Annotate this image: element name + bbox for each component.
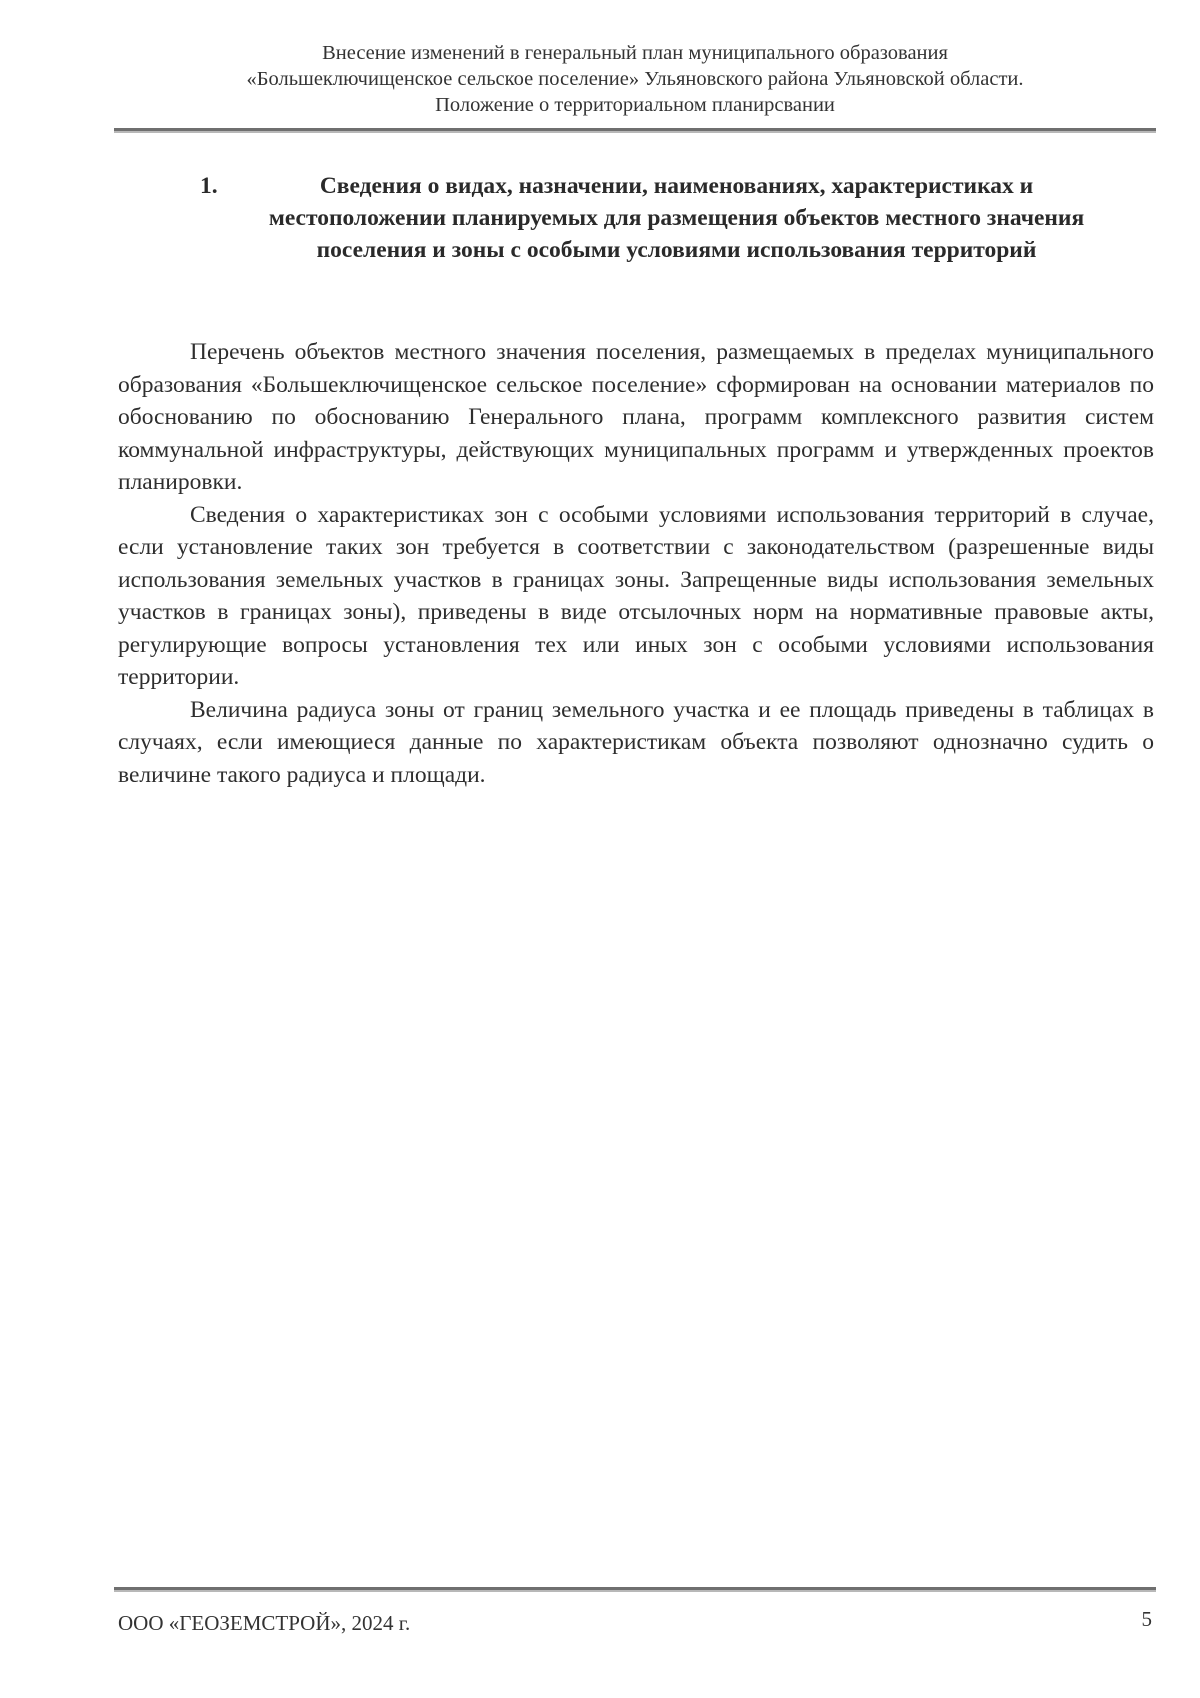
paragraph: Величина радиуса зоны от границ земельного участка и ее площадь приведены в таблицах в случаях, если имеющиеся данные по характеристикам объекта позволяют однозначно судить о величине такого радиуса и площади. (118, 696, 1154, 788)
footer-divider (114, 1587, 1156, 1592)
header-divider (114, 128, 1156, 133)
body-text (118, 336, 1154, 791)
section-heading (200, 170, 1116, 266)
page-number: 5 (1141, 1607, 1152, 1631)
header-line: Внесение изменений в генеральный план муниципального образования (322, 42, 948, 64)
footer-organization: ООО «ГЕОЗЕМСТРОЙ», 2024 г. (118, 1611, 411, 1635)
section-title-text: Сведения о видах, назначении, наименованиях, характеристиках и местоположении планируемых для размещения объектов местного значения поселения и зоны с особыми условиями использования территорий (268, 173, 1085, 263)
header-line: «Большеключищенское сельское поселение» Ульяновского района Ульяновской области. (246, 68, 1024, 90)
header-line: Положение о территориальном планирсвании (435, 94, 835, 116)
page-header (114, 40, 1156, 118)
paragraph: Сведения о характеристиках зон с особыми условиями использования территорий в случае, если установление таких зон требуется в соответствии с законодательством (разрешенные виды использования земельных участков в границах зоны. Запрещенные виды использования земельных участков в границах зоны), приведены в виде отсылочных норм на нормативные правовые акты, регулирующие вопросы установления тех или иных зон с особыми условиями использования территории. (118, 501, 1154, 690)
section-number: 1. (200, 173, 218, 199)
paragraph: Перечень объектов местного значения поселения, размещаемых в пределах муниципального образования «Большеключищенское сельское поселение» сформирован на основании материалов по обоснованию по обоснованию Генерального плана, программ комплексного развития систем коммунальной инфраструктуры, действующих муниципальных программ и утвержденных проектов планировки. (118, 339, 1154, 495)
